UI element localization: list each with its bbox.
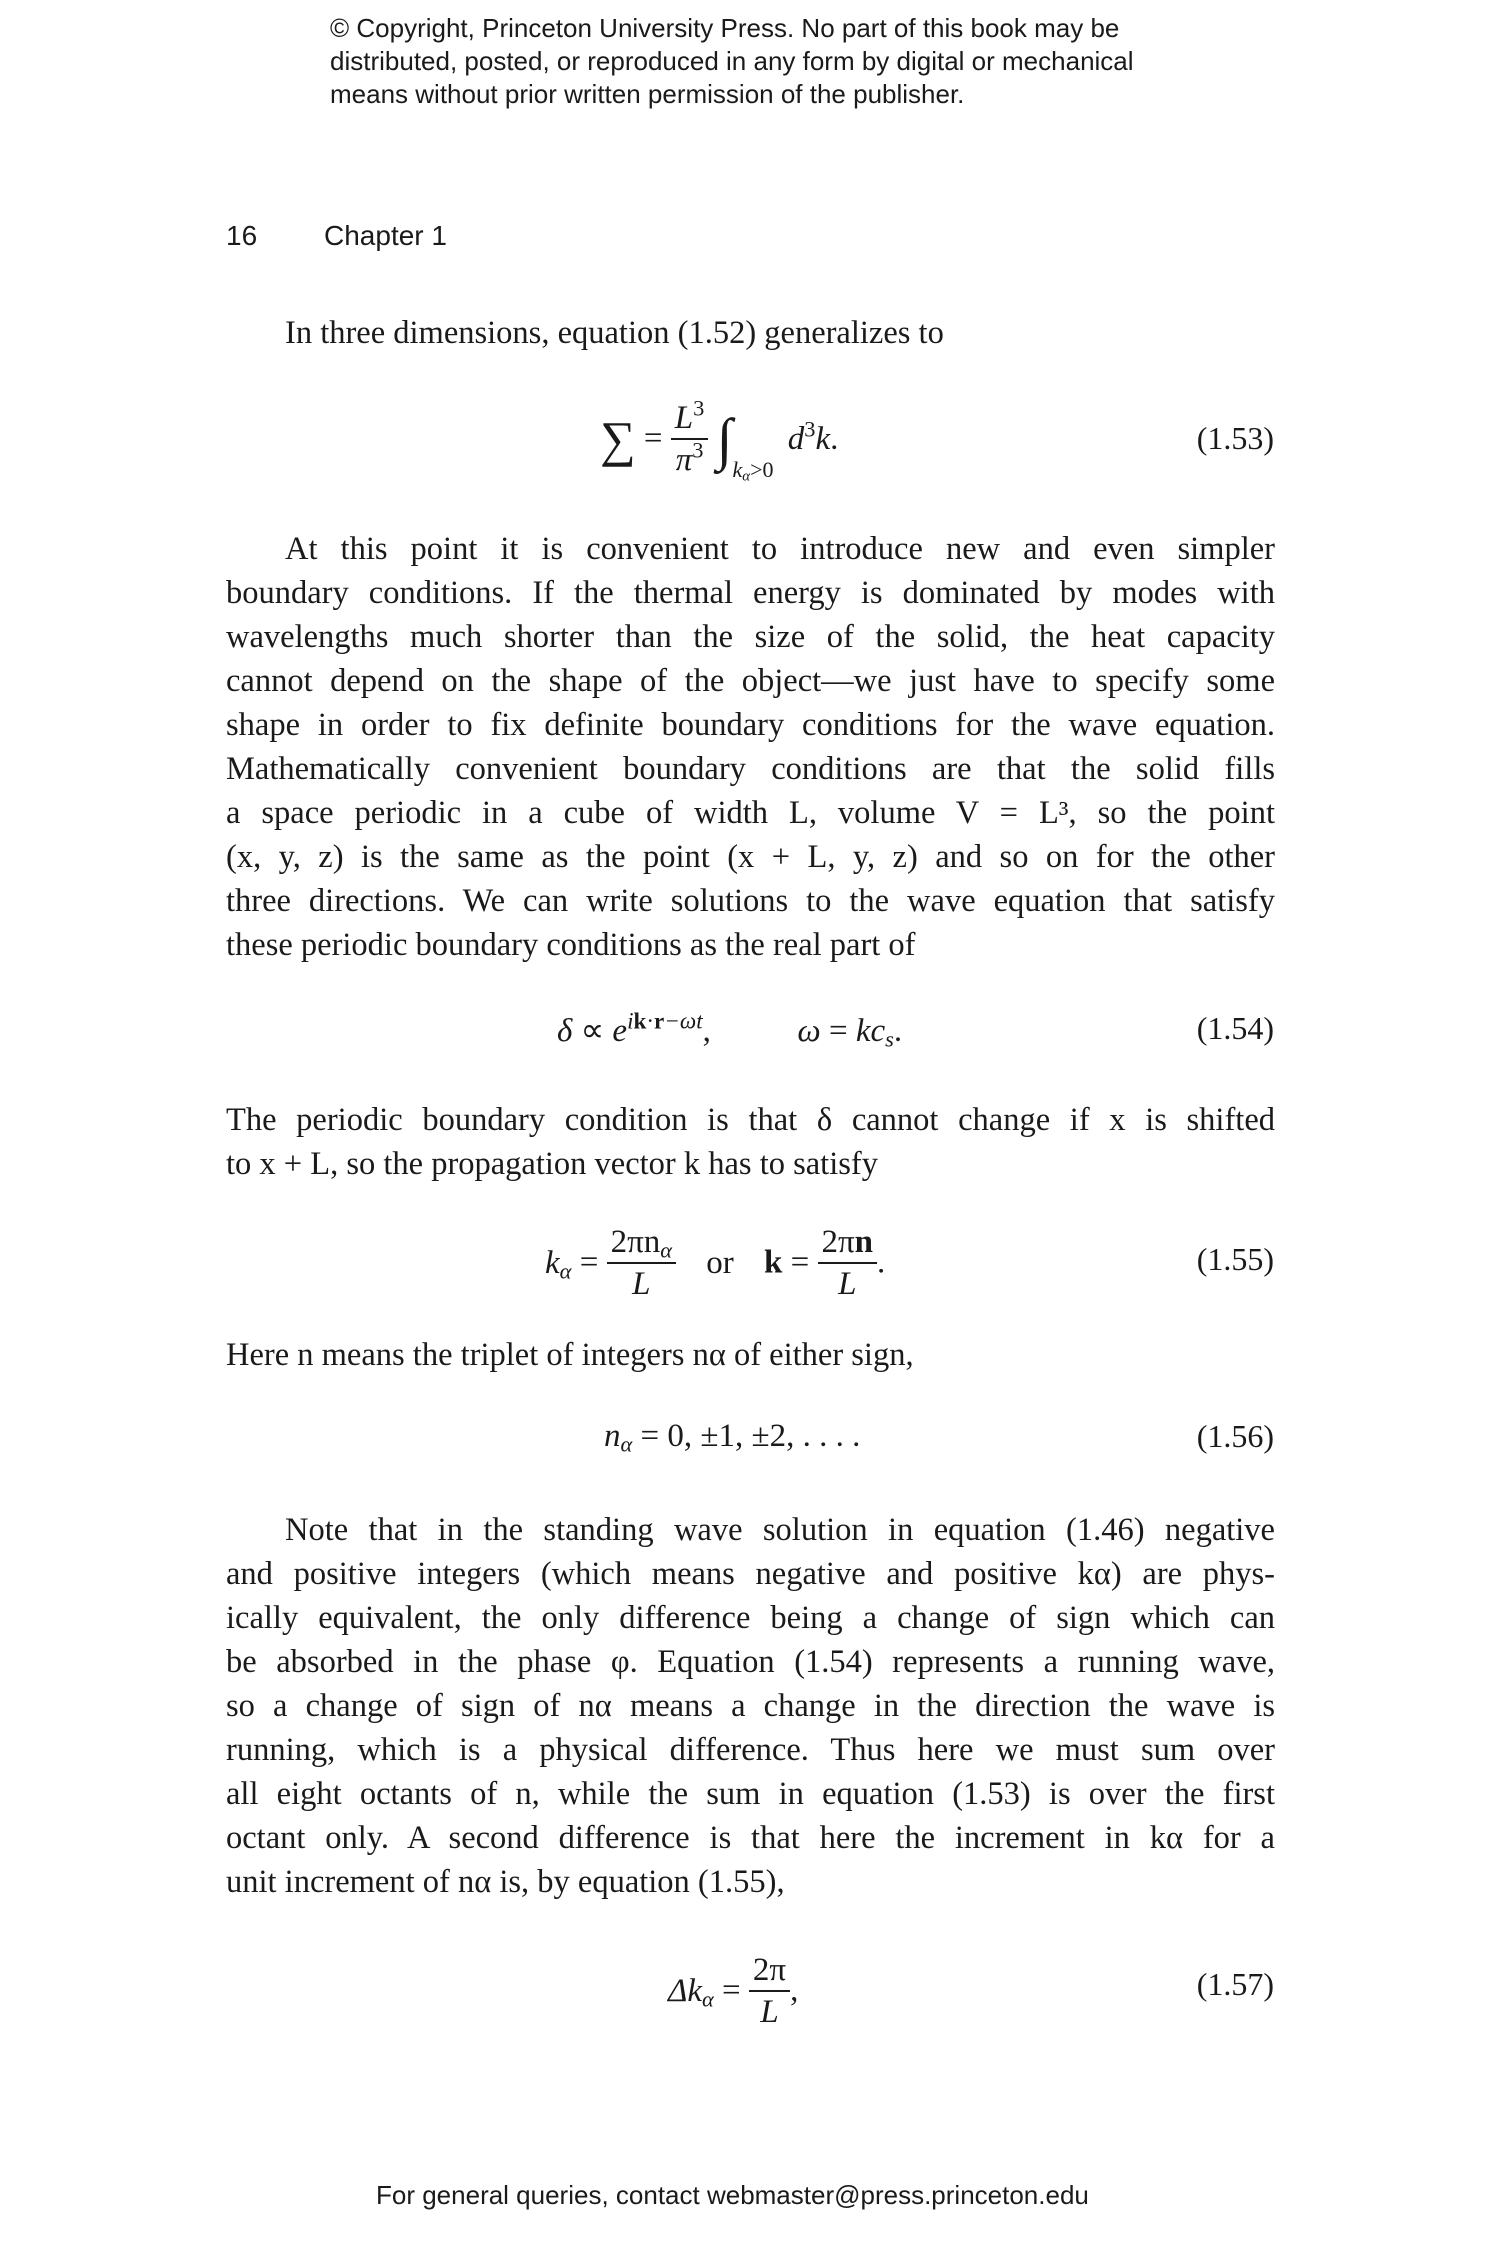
paragraph-line: and positive integers (which means negative and positive kα) are phys- (226, 1556, 1275, 1592)
fraction: $\frac{L^3}{\pi^3}$ (671, 398, 709, 480)
sum-symbol: ∑ (600, 411, 636, 467)
copyright-line: © Copyright, Princeton University Press. No part of this book may be (330, 13, 1120, 43)
equation-number: (1.54) (1196, 1010, 1274, 1046)
paragraph-line: The periodic boundary condition is that δ cannot change if x is shifted (226, 1102, 1275, 1138)
paragraph-line: cannot depend on the shape of the object—we just have to specify some (226, 663, 1275, 699)
paragraph-line: shape in order to fix definite boundary conditions for the wave equation. (226, 707, 1275, 743)
copyright-line: distributed, posted, or reproduced in any form by digital or mechanical (330, 46, 1134, 76)
paragraph-line: so a change of sign of nα means a change in the direction the wave is (226, 1688, 1275, 1724)
copyright-notice (330, 12, 1230, 111)
equation-1-55: $k_\alpha$ = $\frac{2\pi n_\alpha}{L}$ or k = $\frac{2\pi n}{L}$ . (545, 1224, 886, 1302)
paragraph-line: ically equivalent, the only difference being a change of sign which can (226, 1600, 1275, 1636)
paragraph-line: At this point it is convenient to introduce new and even simpler (285, 531, 1275, 567)
fraction: $\frac{2\pi n_\alpha}{L}$ (607, 1222, 676, 1304)
paragraph-line: wavelengths much shorter than the size of the solid, the heat capacity (226, 619, 1275, 655)
paragraph-line: Mathematically convenient boundary conditions are that the solid fills (226, 751, 1275, 787)
paragraph-line: Here n means the triplet of integers nα of either sign, (226, 1337, 914, 1373)
equation-number: (1.57) (1196, 1966, 1274, 2002)
equation-number: (1.55) (1196, 1241, 1274, 1277)
paragraph-line: unit increment of nα is, by equation (1.55), (226, 1864, 785, 1900)
paragraph-line: be absorbed in the phase φ. Equation (1.54) represents a running wave, (226, 1644, 1275, 1680)
equation-1-57: $\Delta k_\alpha$ = $\frac{2\pi}{L}$ , (668, 1952, 799, 2030)
paragraph-line: all eight octants of n, while the sum in equation (1.53) is over the first (226, 1776, 1275, 1812)
paragraph-line: to x + L, so the propagation vector k has to satisfy (226, 1146, 878, 1182)
paragraph-line: Note that in the standing wave solution in equation (1.46) negative (285, 1512, 1275, 1548)
equation-1-56: $n_\alpha = 0$, ±1, ±2, . . . . (604, 1418, 861, 1457)
paragraph-line: these periodic boundary conditions as the real part of (226, 927, 916, 963)
paragraph-line: boundary conditions. If the thermal energy is dominated by modes with (226, 575, 1275, 611)
paragraph-line: three directions. We can write solutions to the wave equation that satisfy (226, 883, 1275, 919)
intro-text: In three dimensions, equation (1.52) generalizes to (285, 315, 944, 351)
integral-symbol: ∫ (716, 406, 733, 472)
fraction: $\frac{2\pi n}{L}$ (818, 1222, 878, 1304)
equation-number: (1.56) (1196, 1418, 1274, 1454)
paragraph-line: a space periodic in a cube of width L, volume V = L³, so the point (226, 795, 1275, 831)
paragraph-line: octant only. A second difference is that here the increment in kα for a (226, 1820, 1275, 1856)
equation-number: (1.53) (1196, 420, 1274, 456)
chapter-title: Chapter 1 (324, 220, 447, 251)
page-number: 16 (226, 220, 258, 251)
paragraph-line: running, which is a physical difference. Thus here we must sum over (226, 1732, 1275, 1768)
footer-contact: For general queries, contact webmaster@press.princeton.edu (376, 2180, 1089, 2210)
fraction: $\frac{2\pi}{L}$ (749, 1950, 790, 2032)
equation-1-54: $\delta \propto e^{ik\cdot r-\omega t}$, $\omega = kc_s$. (557, 1007, 903, 1052)
equation-1-53: ∑ = $\frac{L^3}{\pi^3}$ $\int_{k_\alpha>0}$ $d^3k$. (600, 395, 839, 485)
paragraph-line: (x, y, z) is the same as the point (x + L, y, z) and so on for the other (226, 839, 1275, 875)
copyright-line: means without prior written permission of the publisher. (330, 79, 965, 109)
